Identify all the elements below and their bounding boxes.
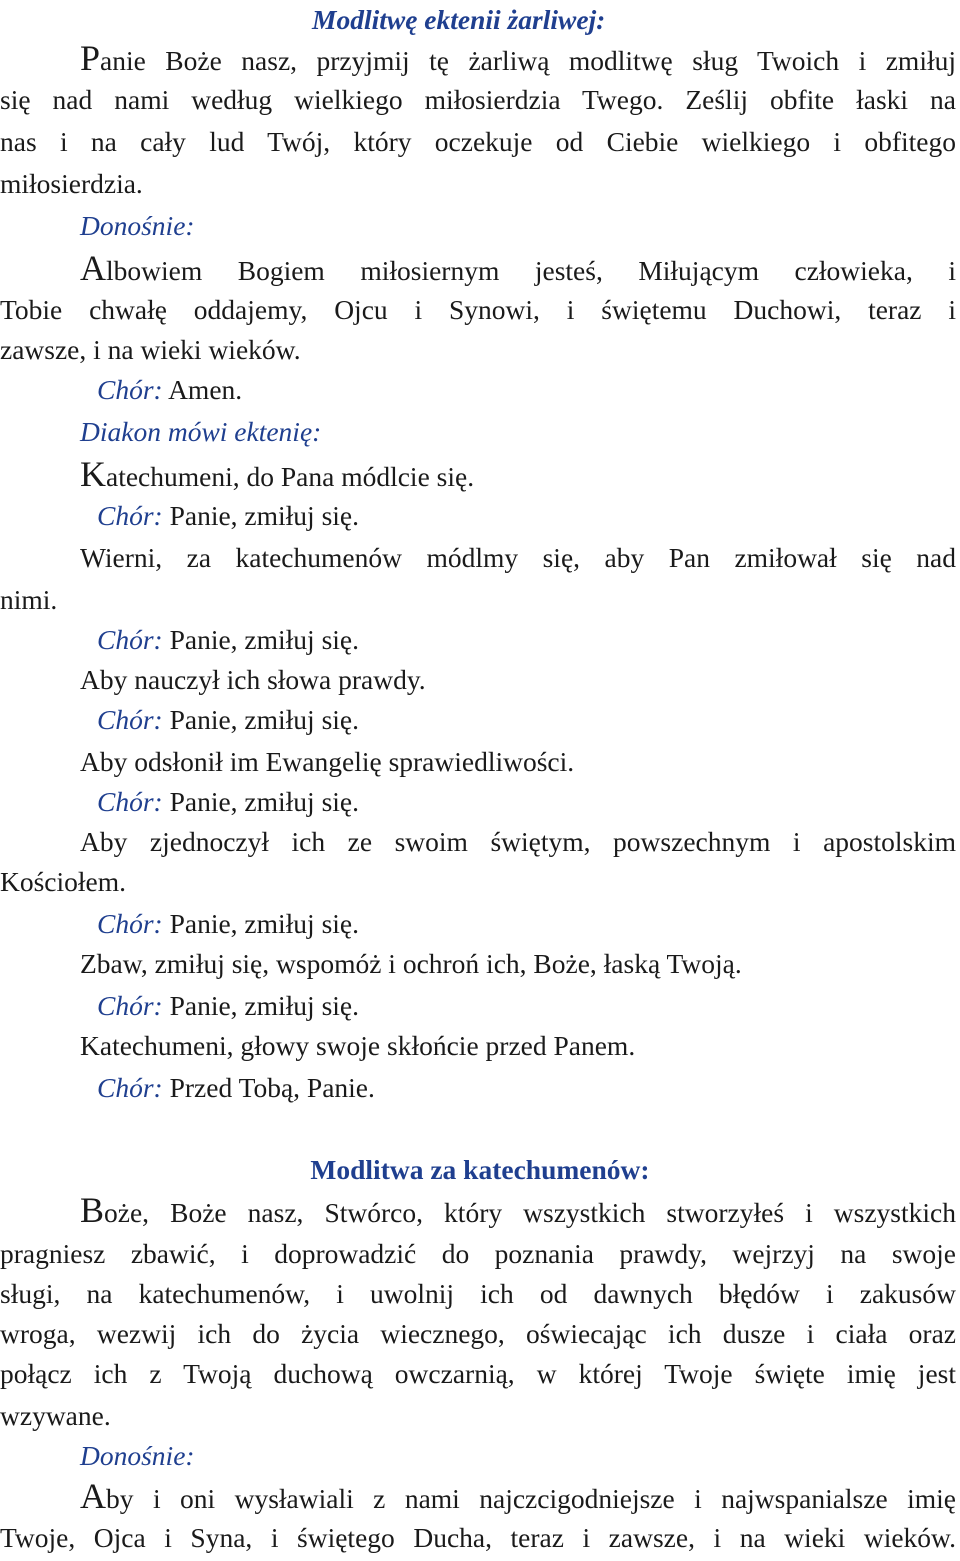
ekphonesis-line: zawsze, i na wieki wieków.: [0, 334, 301, 365]
choir-response: Chór: Panie, zmiłuj się.: [97, 500, 359, 531]
litany-title: Diakon mówi ektenię:: [80, 416, 322, 447]
section-title-catechumens-prayer: Modlitwa za katechumenów:: [310, 1154, 650, 1185]
prayer-line: połącz ich z Twoją duchową owczarnią, w której Twoje święte imię jest: [0, 1358, 956, 1389]
aloud-label: Donośnie:: [80, 210, 195, 241]
choir-response: Chór: Przed Tobą, Panie.: [97, 1072, 375, 1103]
ekphonesis-line: Albowiem Bogiem miłosiernym jesteś, Miłującym człowieka, i: [80, 248, 956, 288]
drop-cap: B: [80, 1190, 105, 1230]
petition-line: Wierni, za katechumenów módlmy się, aby Pan zmiłował się nad: [80, 542, 956, 573]
choir-response: Chór: Panie, zmiłuj się.: [97, 786, 359, 817]
drop-cap: A: [80, 248, 106, 288]
drop-cap: K: [80, 454, 106, 494]
petition-line: Aby odsłonił im Ewangelię sprawiedliwości.: [80, 746, 575, 777]
prayer-line: sługi, na katechumenów, i uwolnij ich od dawnych błędów i zakusów: [0, 1278, 956, 1309]
choir-label: Chór:: [97, 374, 163, 405]
section-title-fervent-litany: Modlitwę ektenii żarliwej:: [312, 4, 606, 35]
choir-response: Chór: Panie, zmiłuj się.: [97, 624, 359, 655]
prayer-line: miłosierdzia.: [0, 168, 143, 199]
prayer-line: się nad nami według wielkiego miłosierdzia Twego. Ześlij obfite łaski na: [0, 84, 956, 115]
ekphonesis-line: Tobie chwałę oddajemy, Ojcu i Synowi, i świętemu Duchowi, teraz i: [0, 294, 956, 325]
choir-response: Chór: Panie, zmiłuj się.: [97, 990, 359, 1021]
petition-line: nimi.: [0, 584, 58, 615]
petition-line: Zbaw, zmiłuj się, wspomóż i ochroń ich, Boże, łaską Twoją.: [80, 948, 742, 979]
petition-line: Aby nauczył ich słowa prawdy.: [80, 664, 426, 695]
prayer-line: Boże, Boże nasz, Stwórco, który wszystkich stworzyłeś i wszystkich: [80, 1190, 956, 1230]
petition-line: Kościołem.: [0, 866, 127, 897]
petition-line: Katechumeni, głowy swoje skłońcie przed Panem.: [80, 1030, 636, 1061]
choir-response: Chór: Panie, zmiłuj się.: [97, 704, 359, 735]
prayer-line: wroga, wezwij ich do życia wiecznego, oświecając ich dusze i ciała oraz: [0, 1318, 956, 1349]
ekphonesis-line: Twoje, Ojca i Syna, i świętego Ducha, teraz i zawsze, i na wieki wieków.: [0, 1522, 956, 1553]
prayer-line: pragniesz zbawić, i doprowadzić do poznania prawdy, wejrzyj na swoje: [0, 1238, 956, 1269]
ekphonesis-line: Aby i oni wysławiali z nami najczcigodniejsze i najwspanialsze imię: [80, 1476, 956, 1516]
prayer-line: Panie Boże nasz, przyjmij tę żarliwą modlitwę sług Twoich i zmiłuj: [80, 38, 956, 78]
choir-response: Chór: Panie, zmiłuj się.: [97, 908, 359, 939]
petition-line: Aby zjednoczył ich ze swoim świętym, powszechnym i apostolskim: [80, 826, 956, 857]
petition-line: Katechumeni, do Pana módlcie się.: [80, 454, 475, 494]
drop-cap: A: [80, 1476, 106, 1516]
prayer-line: wzywane.: [0, 1400, 111, 1431]
aloud-label: Donośnie:: [80, 1440, 195, 1471]
drop-cap: P: [80, 38, 101, 78]
prayer-line: nas i na cały lud Twój, który oczekuje od Ciebie wielkiego i obfitego: [0, 126, 956, 157]
choir-response: Chór: Amen.: [97, 374, 243, 405]
